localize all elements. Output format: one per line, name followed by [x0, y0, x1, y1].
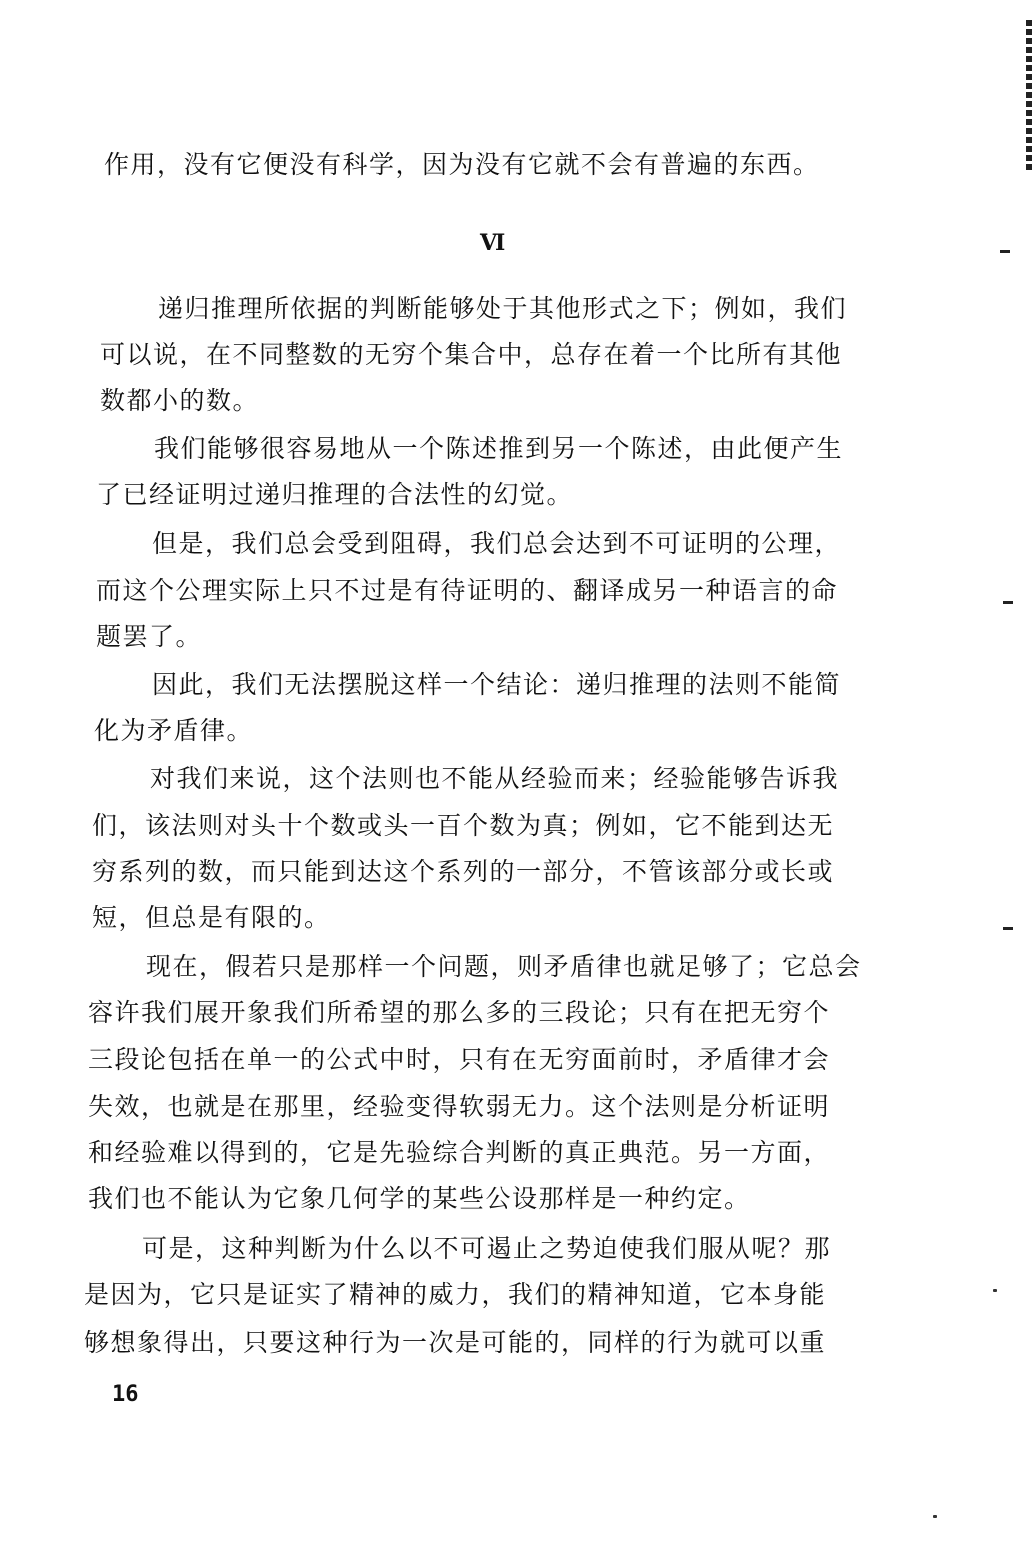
text-line: 可是，这种判断为什么以不可遏止之势迫使我们服从呢？那 [142, 1234, 832, 1263]
scan-edge-mark [1003, 927, 1013, 930]
text-line: 失效，也就是在那里，经验变得软弱无力。这个法则是分析证明 [88, 1092, 831, 1121]
text-line: 我们能够很容易地从一个陈述推到另一个陈述，由此便产生 [154, 434, 844, 463]
scan-edge-mark [1003, 601, 1013, 604]
text-line: 可以说，在不同整数的无穷个集合中，总存在着一个比所有其他 [100, 340, 843, 369]
text-line: 穷系列的数，而只能到达这个系列的一部分，不管该部分或长或 [92, 857, 835, 886]
scan-speck [993, 1289, 997, 1292]
page-number: 16 [112, 1382, 139, 1407]
text-line: 题罢了。 [96, 622, 203, 651]
text-line: 短，但总是有限的。 [92, 903, 331, 932]
text-line: 和经验难以得到的，它是先验综合判断的真正典范。另一方面， [88, 1138, 831, 1167]
scan-edge-mark [1000, 250, 1010, 253]
section-heading: Ⅵ [480, 230, 507, 256]
scan-edge-bar [1026, 20, 1032, 170]
text-line: 了已经证明过递归推理的合法性的幻觉。 [96, 480, 574, 509]
text-line: 对我们来说，这个法则也不能从经验而来；经验能够告诉我 [150, 764, 840, 793]
text-line: 递归推理所依据的判断能够处于其他形式之下；例如，我们 [158, 294, 848, 323]
text-line: 化为矛盾律。 [94, 716, 254, 745]
text-line: 但是，我们总会受到阻碍，我们总会达到不可证明的公理， [152, 529, 842, 558]
text-line: 而这个公理实际上只不过是有待证明的、翻译成另一种语言的命 [96, 576, 839, 605]
scan-speck [933, 1515, 937, 1518]
text-line: 因此，我们无法摆脱这样一个结论：递归推理的法则不能简 [152, 670, 842, 699]
text-line: 作用，没有它便没有科学，因为没有它就不会有普遍的东西。 [104, 150, 820, 179]
text-line: 数都小的数。 [100, 386, 260, 415]
text-line: 我们也不能认为它象几何学的某些公设那样是一种约定。 [88, 1184, 751, 1213]
text-line: 们，该法则对头十个数或头一百个数为真；例如，它不能到达无 [92, 811, 835, 840]
text-line: 容许我们展开象我们所希望的那么多的三段论；只有在把无穷个 [88, 998, 831, 1027]
text-line: 三段论包括在单一的公式中时，只有在无穷面前时，矛盾律才会 [88, 1045, 831, 1074]
text-line: 是因为，它只是证实了精神的威力，我们的精神知道，它本身能 [84, 1280, 827, 1309]
text-line: 现在，假若只是那样一个问题，则矛盾律也就足够了；它总会 [146, 952, 862, 981]
text-line: 够想象得出，只要这种行为一次是可能的，同样的行为就可以重 [84, 1328, 827, 1357]
